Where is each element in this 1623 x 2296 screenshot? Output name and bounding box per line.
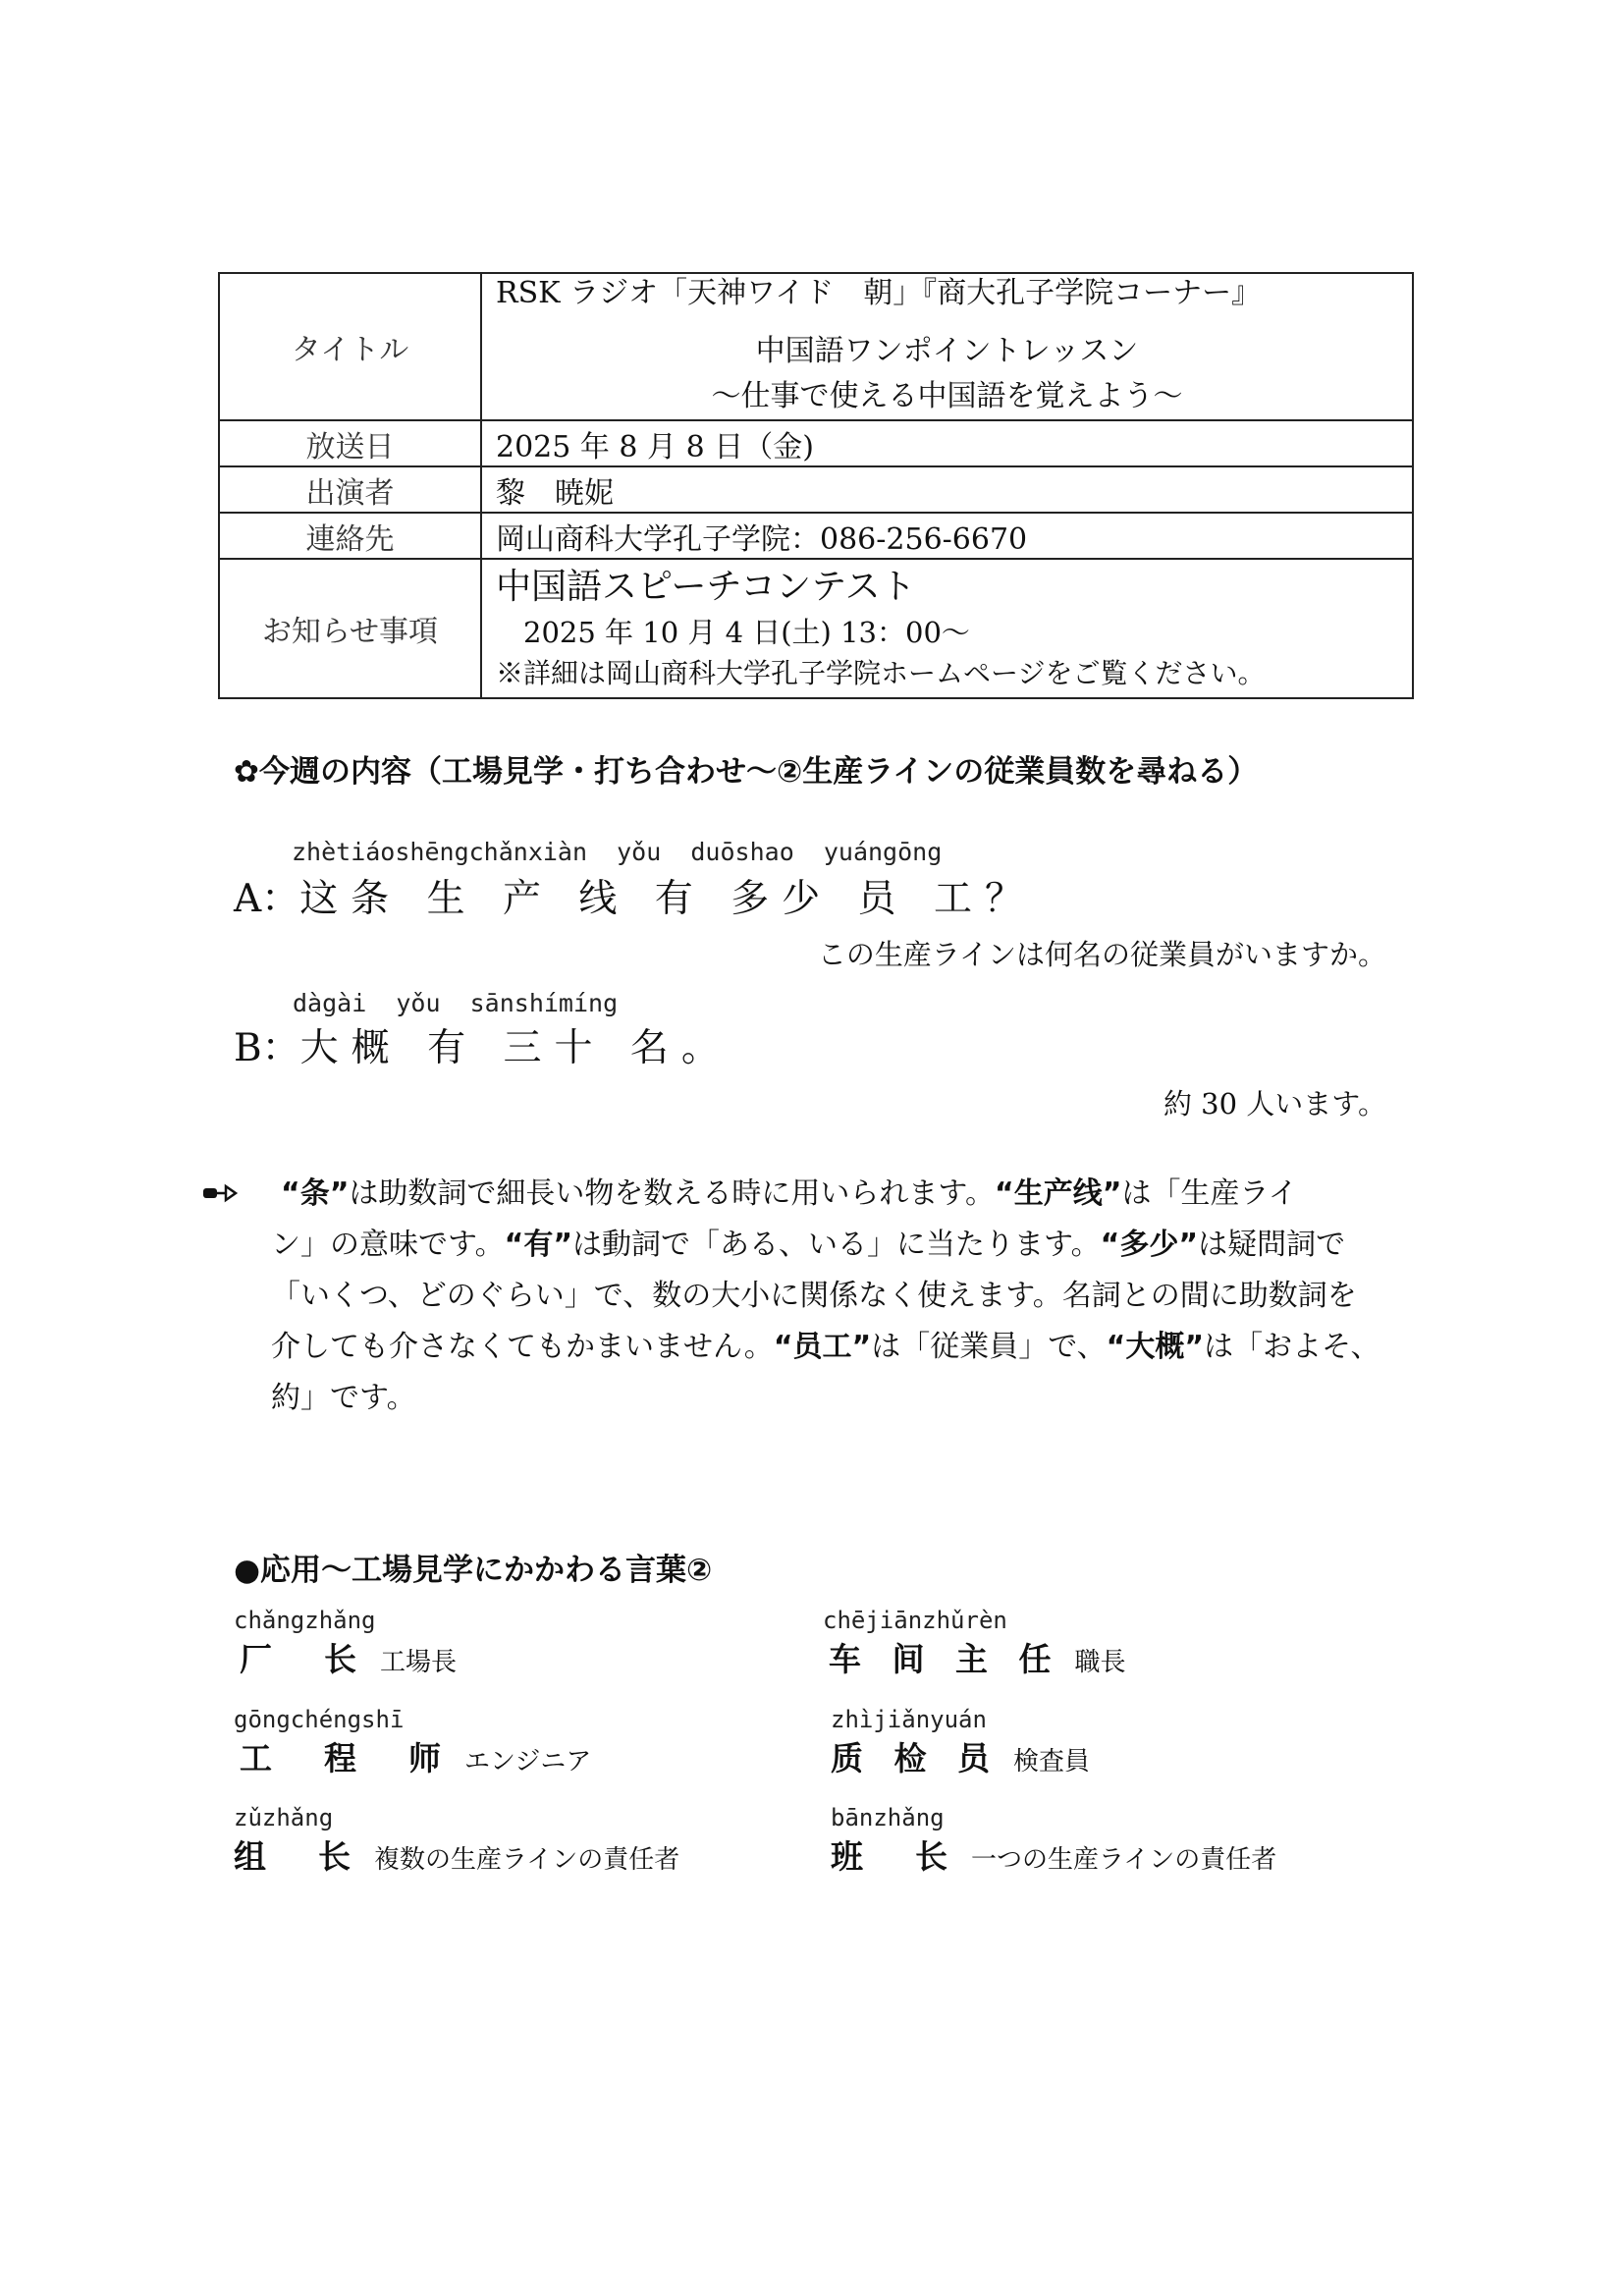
vocab-meaning: エンジニア (464, 1747, 592, 1777)
contact-label: 連絡先 (219, 513, 481, 559)
contact-value: 岡山商科大学孔子学院：086-256-6670 (481, 513, 1413, 559)
vocab-word (831, 1831, 1276, 1878)
vocab-item (234, 1706, 591, 1779)
vocab-meaning: 複数の生産ラインの責任者 (374, 1845, 680, 1875)
explanation-text: は動詞で「ある、いる」に当たります。 (572, 1228, 1101, 1262)
notice-label: お知らせ事項 (219, 559, 481, 698)
explanation-text: は「生産ライ (1121, 1176, 1298, 1211)
dialogue-a-label: A： (234, 877, 300, 921)
explanation-line1 (281, 1169, 1430, 1220)
explanation-text: 介しても介さなくてもかまいません。 (271, 1330, 774, 1364)
vocab-hanzi: 厂 长 (240, 1640, 366, 1678)
vocab-pinyin: chējiānzhǔrèn (823, 1607, 1007, 1634)
notice-date: 2025 年 10 月 4 日(土) 13：00～ (523, 616, 970, 649)
broadcast-date-value: 2025 年 8 月 8 日（金) (481, 420, 1413, 466)
dialogue-a (234, 868, 1036, 923)
performer-row (219, 466, 1413, 513)
explanation-text: は疑問詞で (1198, 1228, 1346, 1262)
title-line3: ～仕事で使える中国語を覚えよう～ (711, 379, 1183, 413)
dialogue-a-text: 这条 生 产 线 有 多少 员 工？ (299, 877, 1036, 921)
vocab-item (823, 1607, 1125, 1680)
explanation-line3: 「いくつ、どのぐらい」で、数の大小に関係なく使えます。名詞との間に助数詞を (271, 1279, 1357, 1313)
broadcast-date-row (219, 420, 1413, 466)
explanation-text: ン」の意味です。 (271, 1228, 505, 1262)
dialogue-b-label: B： (234, 1026, 300, 1070)
term-yuangong: “员工” (773, 1330, 872, 1364)
dialogue-b-pinyin: dàgài yǒu sānshímíng (293, 989, 619, 1017)
vocab-pinyin: chǎngzhǎng (234, 1607, 376, 1634)
vocab-meaning: 工場長 (380, 1648, 458, 1677)
explanation-line5: 約」です。 (271, 1381, 416, 1415)
vocab-word (831, 1733, 1090, 1779)
vocab-item (831, 1706, 1090, 1779)
notice-heading: 中国語スピーチコンテスト (496, 567, 916, 607)
vocab-item (234, 1607, 457, 1680)
vocab-hanzi: 组 长 (234, 1837, 360, 1876)
weekly-heading: ✿今週の内容（工場見学・打ち合わせ～②生産ラインの従業員数を尋ねる） (234, 754, 1259, 790)
vocab-pinyin: zǔzhǎng (234, 1804, 334, 1831)
vocab-meaning: 職長 (1074, 1648, 1126, 1677)
term-duoshao: “多少” (1100, 1228, 1199, 1262)
title-label: タイトル (219, 273, 481, 420)
vocab-hanzi: 工 程 师 (240, 1739, 451, 1777)
notice-row (219, 559, 1413, 698)
term-tiao: “条” (281, 1176, 350, 1211)
vocab-meaning: 一つの生産ラインの責任者 (971, 1845, 1277, 1875)
dialogue-b (234, 1017, 732, 1072)
vocab-word (823, 1634, 1125, 1680)
vocab-word (234, 1733, 591, 1779)
title-value (481, 273, 1413, 420)
vocab-pinyin: zhìjiǎnyuán (831, 1706, 987, 1733)
dialogue-a-translation: この生産ラインは何名の従業員がいますか。 (817, 938, 1386, 971)
title-line1: RSK ラジオ「天神ワイド 朝」『商大孔子学院コーナー』 (496, 276, 1262, 310)
vocab-hanzi: 质 检 员 (831, 1739, 1000, 1777)
dialogue-a-pinyin: zhètiáoshēngchǎnxiàn yǒu duōshao yuángōng (292, 838, 943, 866)
vocab-pinyin: bānzhǎng (831, 1804, 945, 1831)
explanation-line2 (271, 1220, 1430, 1271)
vocab-meaning: 検査員 (1012, 1747, 1090, 1777)
broadcast-date-label: 放送日 (219, 420, 481, 466)
vocab-hanzi: 车 间 主 任 (829, 1640, 1061, 1678)
term-dagai: “大概” (1106, 1330, 1205, 1364)
notice-note: ※詳細は岡山商科大学孔子学院ホームページをご覧ください。 (496, 657, 1266, 689)
term-you: “有” (504, 1228, 573, 1262)
applied-heading: ●応用～工場見学にかかわる言葉② (234, 1553, 713, 1588)
notice-value (481, 559, 1413, 698)
performer-value: 黎 暁妮 (481, 466, 1413, 513)
explanation-text: は「従業員」で、 (871, 1330, 1107, 1364)
contact-row (219, 513, 1413, 559)
title-line2: 中国語ワンポイントレッスン (755, 334, 1139, 368)
performer-label: 出演者 (219, 466, 481, 513)
explanation (271, 1169, 1430, 1424)
explanation-text: は助数詞で細長い物を数える時に用いられます。 (349, 1176, 996, 1211)
explanation-line4 (271, 1322, 1430, 1373)
vocab-item (831, 1804, 1276, 1878)
dialogue-b-text: 大概 有 三十 名。 (299, 1026, 732, 1070)
vocab-item (234, 1804, 679, 1878)
dialogue-b-translation: 約 30 人います。 (1163, 1087, 1386, 1121)
pointer-icon (202, 1182, 238, 1208)
term-shengchanxian: “生产线” (995, 1176, 1122, 1211)
vocab-word (234, 1634, 457, 1680)
vocab-pinyin: gōngchéngshī (234, 1706, 405, 1733)
info-table (218, 272, 1414, 699)
explanation-text: は「およそ、 (1204, 1330, 1380, 1364)
title-row (219, 273, 1413, 420)
vocab-word (234, 1831, 679, 1878)
vocab-hanzi: 班 长 (831, 1837, 957, 1876)
